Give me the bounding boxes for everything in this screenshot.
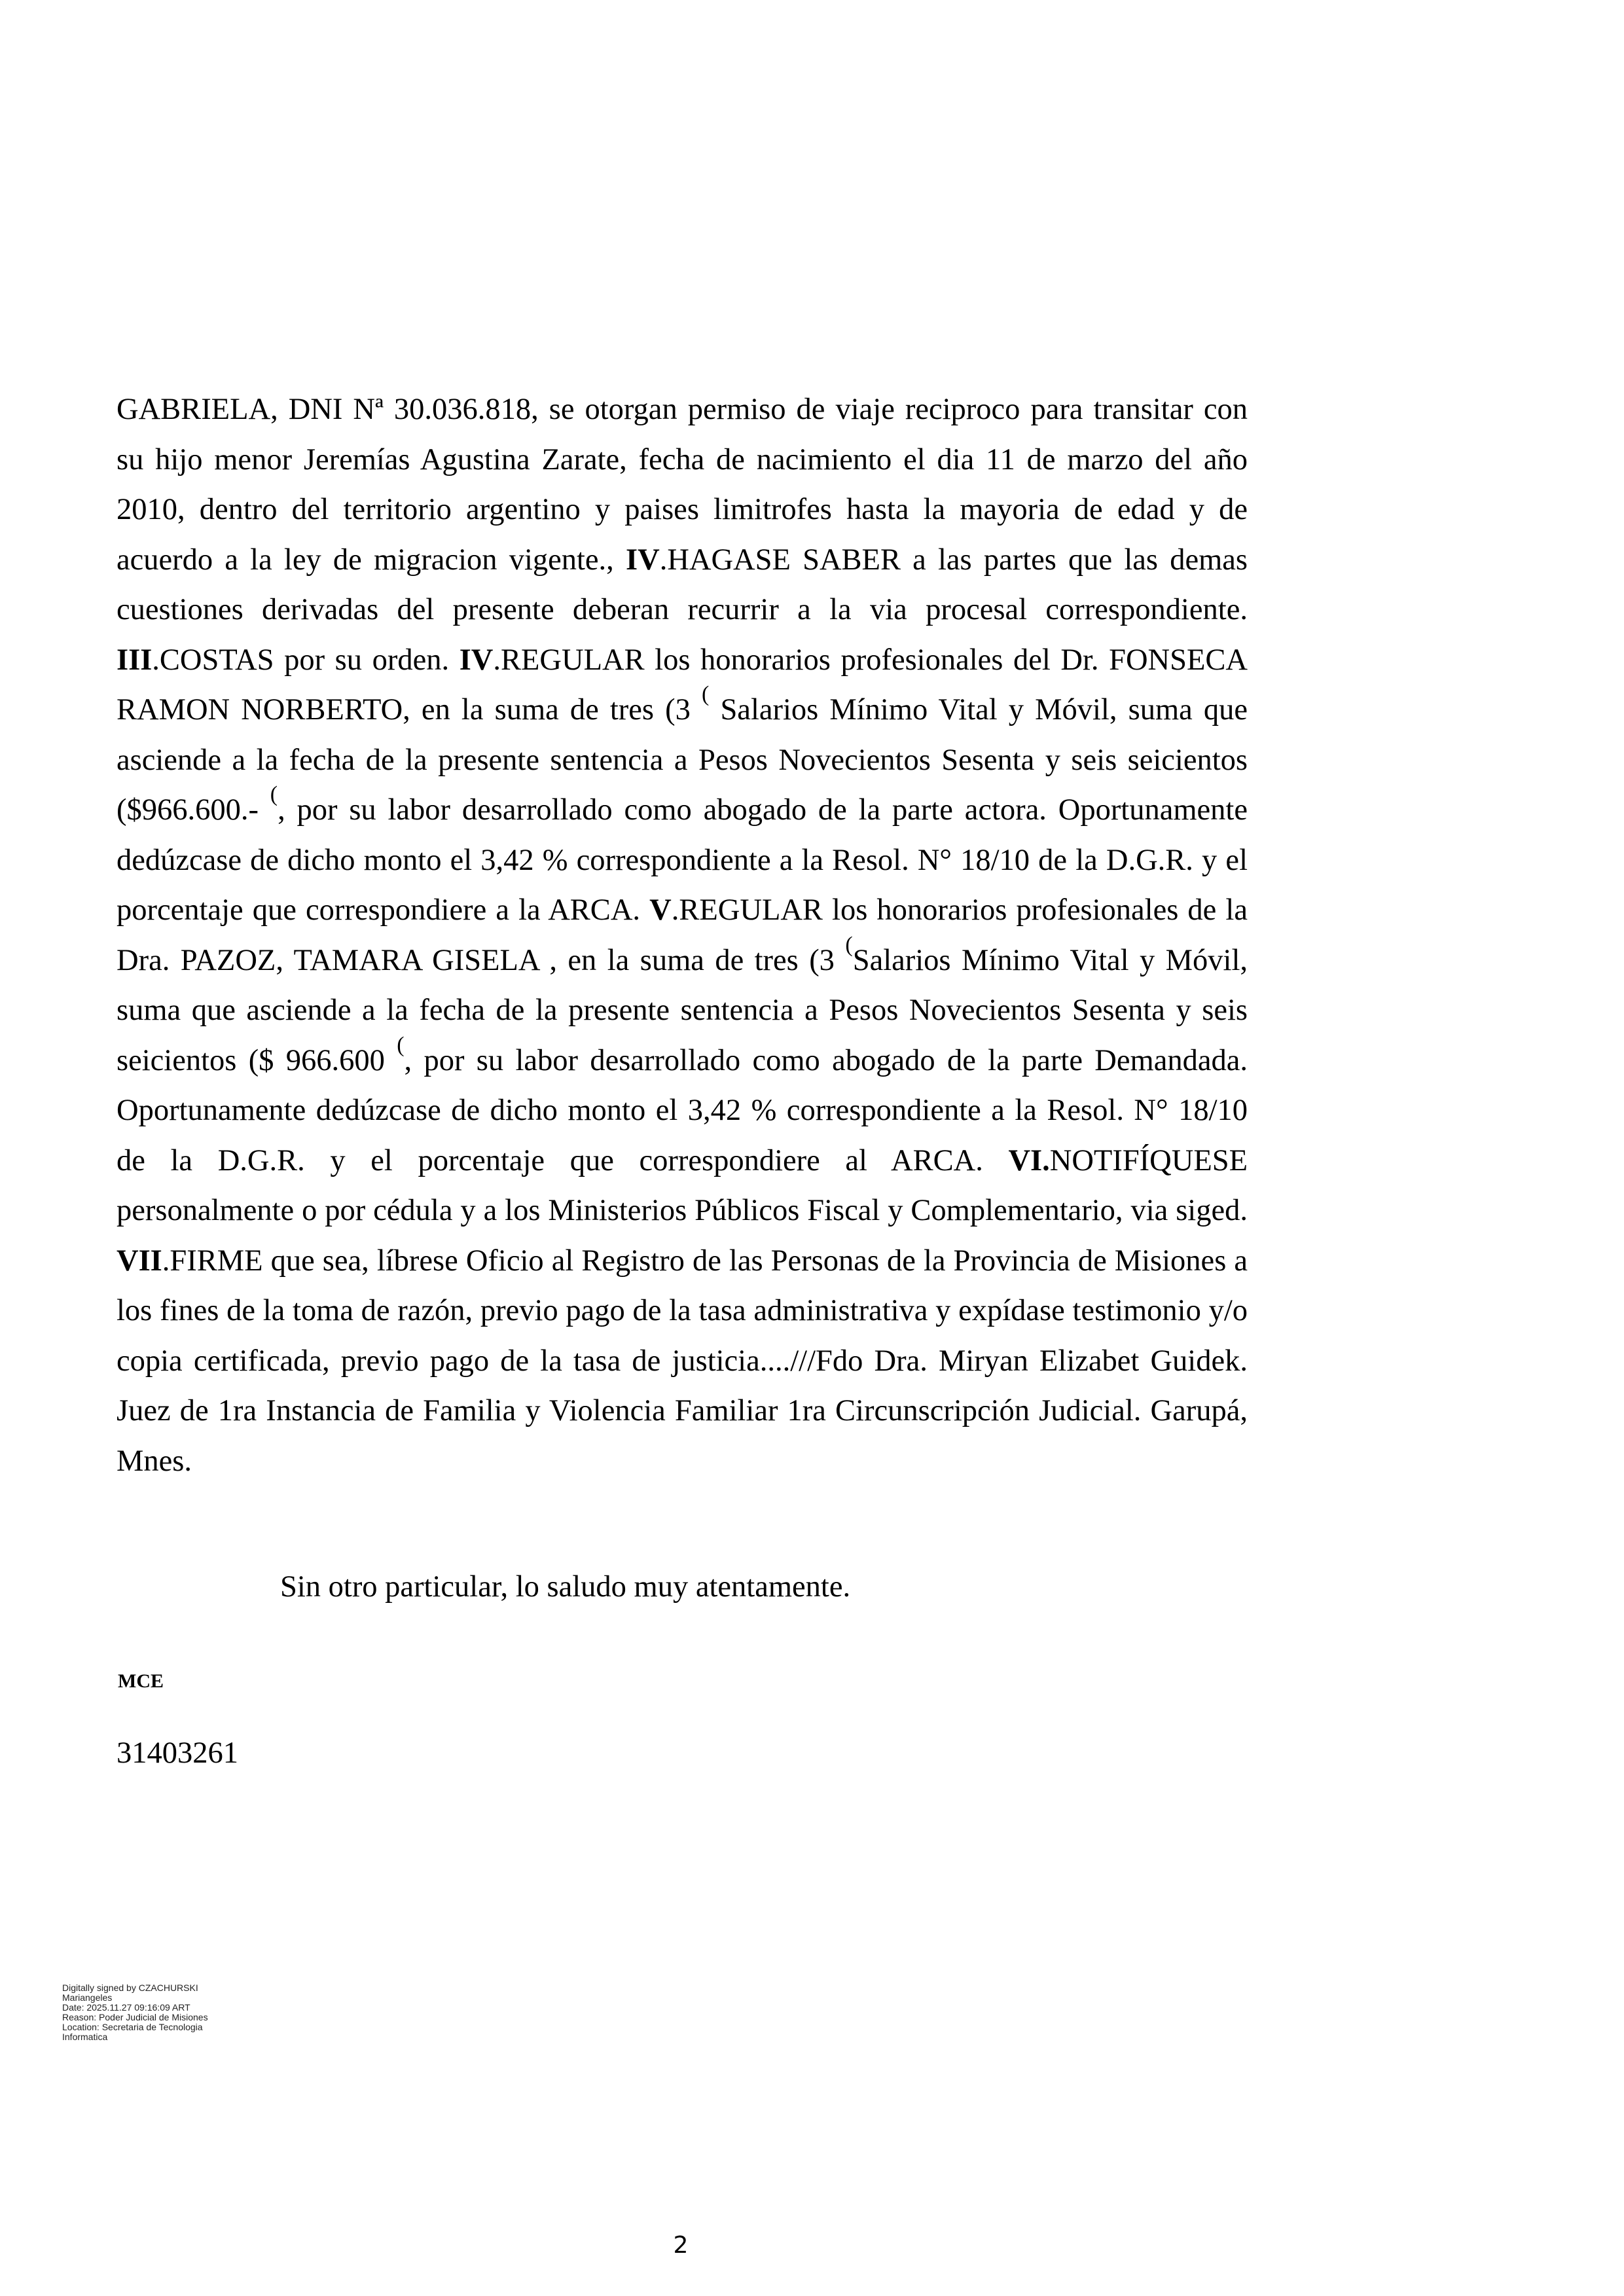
signature-line: Mariangeles (62, 1992, 113, 2003)
body-segment: .REGULAR los honorarios profesionales de la Dra. PAZOZ, TAMARA GISELA , en la suma de tres (3 (117, 893, 1248, 977)
resolution-body-text (117, 385, 1248, 1486)
body-segment: GABRIELA, DNI Nª 30.036.818, se otorgan permiso de viaje reciproco para transitar con su hijo menor Jeremías Agustina Zarate, fecha de nacimiento el dia 11 de marzo del año 2010, dentro del territorio argentino y paises limitrofes hasta la mayoria de edad y de acuerdo a la ley de migracion vigente., (117, 393, 1248, 577)
signature-line: Date: 2025.11.27 09:16:09 ART (62, 2002, 190, 2013)
body-segment: .HAGASE SABER a las partes que las demas cuestiones derivadas del presente deberan recurrir a la via procesal correspondiente. (117, 543, 1248, 626)
signature-line: Informatica (62, 2032, 108, 2042)
bold-roman-numeral: VI. (1008, 1143, 1050, 1177)
signature-line: Location: Secretaria de Tecnologia (62, 2022, 203, 2032)
bold-roman-numeral: V (649, 893, 672, 927)
author-initials: MCE (118, 1670, 164, 1692)
bold-roman-numeral: IV (459, 643, 494, 677)
body-segment: Salarios Mínimo Vital y Móvil, suma que asciende a la fecha de la presente sentencia a Pesos Novecientos Sesenta y seis seicientos ($ 966.600 (117, 943, 1248, 1077)
closing-salutation: Sin otro particular, lo saludo muy atentamente. (280, 1570, 851, 1604)
raised-parenthesis: ( (397, 1032, 405, 1057)
body-segment: Salarios Mínimo Vital y Móvil, suma que asciende a la fecha de la presente sentencia a Pesos Novecientos Sesenta y seis seicientos ($966.600.- (117, 693, 1248, 827)
digital-signature-block (62, 1983, 259, 2042)
body-segment: NOTIFÍQUESE personalmente o por cédula y a los Ministerios Públicos Fiscal y Complementario, via siged. (117, 1143, 1248, 1227)
bold-roman-numeral: III (117, 643, 153, 677)
raised-parenthesis: ( (270, 782, 278, 806)
signature-line: Digitally signed by CZACHURSKI (62, 1982, 198, 1993)
raised-parenthesis: ( (702, 682, 710, 706)
signature-line: Reason: Poder Judicial de Misiones (62, 2012, 208, 2022)
page-number: 2 (673, 2232, 689, 2259)
raised-parenthesis: ( (845, 932, 853, 957)
document-number: 31403261 (117, 1736, 238, 1770)
bold-roman-numeral: VII (117, 1244, 162, 1278)
body-segment: .FIRME que sea, líbrese Oficio al Registro de las Personas de la Provincia de Misiones a los fines de la toma de razón, previo pago de la tasa administrativa y expídase testimonio y/o copia certificada, previo pago de la tasa de justicia....///Fdo Dra. Miryan Elizabet Guidek. Juez de 1ra Instancia de Familia y Violencia Familiar 1ra Circunscripción Judicial. Garupá, Mnes. (117, 1244, 1248, 1478)
body-segment: , por su labor desarrollado como abogado de la parte actora. Oportunamente dedúzcase de dicho monto el 3,42 % correspondiente a la Resol. N° 18/10 de la D.G.R. y el porcentaje que correspondiere a la ARCA. (117, 793, 1248, 927)
body-segment: .COSTAS por su orden. (152, 643, 460, 677)
body-segment: , por su labor desarrollado como abogado de la parte Demandada. Oportunamente dedúzcase de dicho monto el 3,42 % correspondiente a la Resol. N° 18/10 de la D.G.R. y el porcentaje que correspondiere al ARCA. (117, 1043, 1248, 1177)
bold-roman-numeral: IV (626, 543, 660, 577)
body-segment: .REGULAR los honorarios profesionales del Dr. FONSECA RAMON NORBERTO, en la suma de tres (3 (117, 643, 1248, 726)
